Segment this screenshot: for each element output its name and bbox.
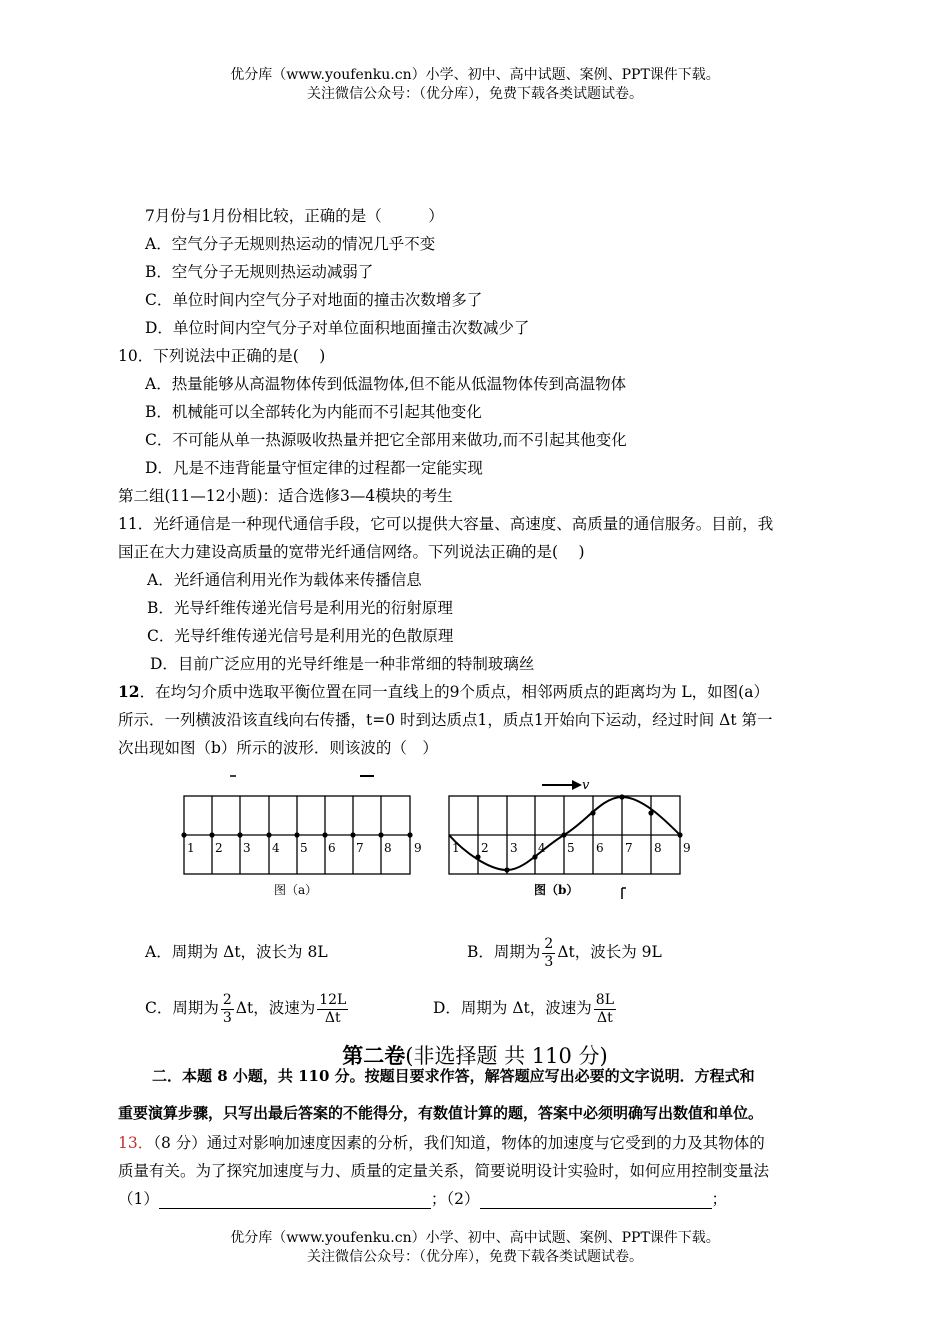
q12-option-b	[467, 932, 662, 972]
q12-option-c-fraction-1	[221, 992, 234, 1027]
q12-option-c	[145, 988, 350, 1028]
fig-a-label-2: 2	[215, 841, 223, 855]
fig-a-label-9: 9	[414, 841, 422, 855]
q12-option-c-middle: Δt，波速为	[235, 999, 316, 1017]
q10-option-d: D．凡是不违背能量守恒定律的过程都一定能实现	[145, 459, 483, 477]
q10-stem: 10．下列说法中正确的是( )	[118, 347, 326, 365]
answer-blank-1[interactable]	[159, 1192, 431, 1209]
section-2-title-main: 第二卷	[342, 1043, 406, 1068]
q11-stem-line-2: 国正在大力建设高质量的宽带光纤通信网络。下列说法正确的是( )	[118, 543, 585, 561]
q12-option-c-prefix: C．周期为	[145, 999, 219, 1017]
fraction-denominator: Δt	[324, 1009, 341, 1026]
fig-a-label-3: 3	[243, 841, 251, 855]
q12-stem-line-1	[118, 682, 769, 702]
group2-heading: 第二组(11—12小题)：适合选修3—4模块的考生	[118, 487, 453, 505]
answer-blank-2[interactable]	[480, 1192, 712, 1209]
q12-number: 12	[118, 682, 140, 701]
footer-line-2: 关注微信公众号：（优分库），免费下载各类试题试卷。	[307, 1249, 643, 1265]
q12-stem-line-2: 所示．一列横波沿该直线向右传播，t=0 时到达质点1，质点1开始向下运动，经过时间 Δt 第一	[118, 711, 773, 729]
figure-a	[181, 776, 421, 897]
q9-option-a: A．空气分子无规则热运动的情况几乎不变	[145, 235, 436, 253]
fig-b-label-1: 1	[452, 841, 460, 855]
fraction-numerator: 8L	[595, 991, 614, 1008]
q12-option-d-fraction	[594, 992, 616, 1027]
fig-b-caption: 图（b）	[534, 883, 579, 897]
fraction-denominator: 3	[222, 1009, 232, 1026]
fig-a-label-1: 1	[187, 841, 195, 855]
fig-b-label-8: 8	[654, 841, 662, 855]
fig-b-label-4: 4	[538, 841, 546, 855]
q11-stem-line-1: 11．光纤通信是一种现代通信手段，它可以提供大容量、高速度、高质量的通信服务。目前，我	[118, 515, 774, 533]
q12-option-d-prefix: D．周期为 Δt，波速为	[433, 999, 592, 1017]
section-2-instructions-line-1: 二．本题 8 小题，共 110 分。按题目要求作答，解答题应写出必要的文字说明．方程式和	[152, 1067, 755, 1085]
velocity-label: v	[582, 778, 590, 793]
q11-option-d: D．目前广泛应用的光导纤维是一种非常细的特制玻璃丝	[150, 655, 535, 673]
q13-number: 13．	[118, 1134, 154, 1152]
q10-option-c: C．不可能从单一热源吸收热量并把它全部用来做功,而不引起其他变化	[145, 431, 627, 449]
blank-2-label: ；（2）	[430, 1190, 480, 1208]
fig-b-label-5: 5	[567, 841, 575, 855]
blank-1-label: （1）	[118, 1190, 159, 1208]
q9-stem: 7月份与1月份相比较，正确的是（ ）	[145, 207, 444, 225]
fraction-denominator: 3	[544, 953, 554, 970]
q12-stem-line-3: 次出现如图（b）所示的波形．则该波的（ ）	[118, 739, 438, 757]
q10-option-a: A．热量能够从高温物体传到低温物体,但不能从低温物体传到高温物体	[145, 375, 627, 393]
fig-b-label-6: 6	[596, 841, 604, 855]
fig-b-label-7: 7	[625, 841, 633, 855]
fraction-numerator: 12L	[319, 991, 347, 1008]
fraction-denominator: Δt	[597, 1009, 613, 1026]
fig-a-label-7: 7	[356, 841, 364, 855]
fig-a-caption: 图（a）	[274, 883, 318, 897]
q11-option-a: A．光纤通信利用光作为载体来传播信息	[147, 571, 422, 589]
header-line-2: 关注微信公众号：（优分库），免费下载各类试题试卷。	[307, 86, 643, 102]
fig-a-label-8: 8	[384, 841, 392, 855]
fraction-numerator: 2	[544, 935, 554, 952]
q12-option-b-fraction	[542, 936, 555, 971]
q13-line-2: 质量有关。为了探究加速度与力、质量的定量关系，简要说明设计实验时，如何应用控制变量法	[118, 1162, 770, 1180]
wave-figure	[170, 768, 710, 908]
fig-a-label-5: 5	[300, 841, 308, 855]
blank-end: ；	[711, 1190, 728, 1208]
page-header	[0, 66, 950, 104]
header-line-1: 优分库（www.youfenku.cn）小学、初中、高中试题、案例、PPT课件下载。	[230, 67, 720, 83]
q9-option-c: C．单位时间内空气分子对地面的撞击次数增多了	[145, 291, 483, 309]
section-2-subtitle: (非选择题 共 110 分)	[405, 1044, 608, 1068]
footer-line-1: 优分库（www.youfenku.cn）小学、初中、高中试题、案例、PPT课件下载。	[230, 1230, 720, 1246]
q11-option-b: B．光导纤维传递光信号是利用光的衍射原理	[147, 599, 453, 617]
q12-option-a: A．周期为 Δt，波长为 8L	[145, 943, 328, 961]
q13-text-1: （8 分）通过对影响加速度因素的分析，我们知道，物体的加速度与它受到的力及其物体的	[153, 1134, 765, 1152]
q12-option-d	[433, 988, 618, 1028]
fraction-numerator: 2	[222, 991, 232, 1008]
q11-option-c: C．光导纤维传递光信号是利用光的色散原理	[147, 627, 454, 645]
q9-option-d: D．单位时间内空气分子对单位面积地面撞击次数减少了	[145, 319, 530, 337]
q13-line-1	[118, 1133, 765, 1153]
q12-option-b-prefix: B．周期为	[467, 943, 541, 961]
q12-option-c-fraction-2	[317, 992, 348, 1027]
q12-stem-text: ．在均匀介质中选取平衡位置在同一直线上的9个质点，相邻两质点的距离均为 L，如图(a）	[139, 683, 769, 701]
q12-option-b-suffix: Δt，波长为 9L	[557, 943, 662, 961]
figure-b	[449, 778, 691, 899]
fig-b-label-2: 2	[481, 841, 489, 855]
q13-blanks	[118, 1189, 727, 1209]
fig-a-label-6: 6	[328, 841, 336, 855]
fig-b-label-9: 9	[683, 841, 691, 855]
q10-option-b: B．机械能可以全部转化为内能而不引起其他变化	[145, 403, 482, 421]
fig-a-label-4: 4	[272, 841, 280, 855]
page-footer	[0, 1229, 950, 1267]
section-2-instructions-line-2: 重要演算步骤，只写出最后答案的不能得分，有数值计算的题，答案中必须明确写出数值和单位。	[118, 1104, 764, 1122]
q9-option-b: B．空气分子无规则热运动减弱了	[145, 263, 374, 281]
fig-b-label-3: 3	[510, 841, 518, 855]
